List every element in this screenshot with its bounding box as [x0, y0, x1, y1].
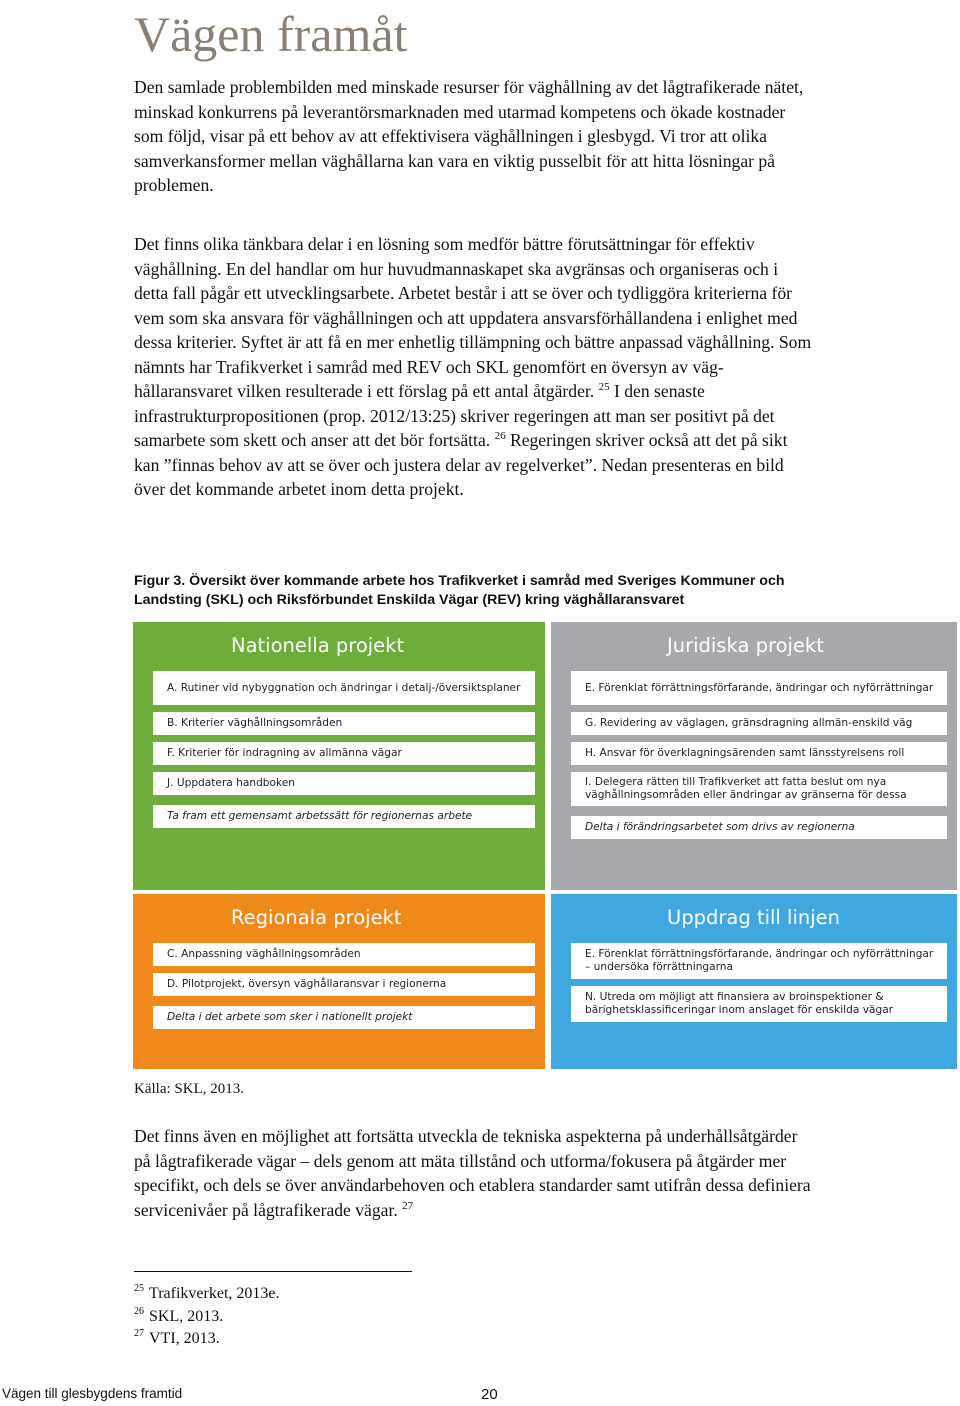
figure-caption: Figur 3. Översikt över kommande arbete hos Trafikverket i samråd med Sveriges Kommuner och Landsting (SKL) och Riksförbundet Enskilda Vägar (REV) kring väghållaransvaret [134, 573, 785, 608]
footnote-number: 27 [134, 1328, 144, 1339]
footnote-ref[interactable]: 26 [494, 430, 506, 442]
paragraph-text: Regeringen skriver också att det på sikt kan ”finnas behov av att se över och justera delar av regelverket”. Nedan presenteras en bild över det kommande arbetet inom detta projekt. [134, 430, 788, 499]
body-paragraph [134, 232, 814, 502]
body-paragraph [134, 1124, 814, 1222]
project-item: A. Rutiner vid nybyggnation och ändringar i detalj-/översiktsplaner [153, 671, 535, 705]
panel-title: Juridiska projekt [667, 634, 824, 657]
footnote-number: 26 [134, 1306, 144, 1317]
footnote-text: Trafikverket, 2013e. [149, 1285, 280, 1302]
footnote-text: VTI, 2013. [149, 1330, 220, 1347]
project-item: E. Förenklat förrättningsförfarande, ändringar och nyförrättningar [571, 671, 947, 705]
project-item: G. Revidering av väglagen, gränsdragning allmän-enskild väg [571, 712, 947, 735]
panel-regionala-projekt [133, 894, 545, 1069]
footnote [134, 1307, 223, 1327]
project-overview-figure [133, 622, 957, 1069]
project-item: I. Delegera rätten till Trafikverket att fatta beslut om nya väghållningsområden eller ändringar av gränserna för dessa [571, 772, 947, 806]
panel-title: Regionala projekt [231, 906, 402, 929]
project-item: C. Anpassning väghållningsområden [153, 943, 535, 966]
paragraph-text: I den senaste infrastrukturpropositionen (prop. 2012/13:25) skriver regeringen att man ser positivt på det samarbete som skett och anser att det bör fortsätta. [134, 381, 775, 450]
panel-juridiska-projekt [551, 622, 957, 890]
project-item: J. Uppdatera handboken [153, 772, 535, 795]
running-footer: Vägen till glesbygdens framtid [2, 1386, 183, 1401]
footnote [134, 1329, 220, 1349]
figure-source: Källa: SKL, 2013. [134, 1081, 244, 1097]
footnote-text: SKL, 2013. [149, 1308, 224, 1325]
page-title: Vägen framåt [134, 6, 408, 62]
footnote-ref[interactable]: 25 [598, 381, 610, 393]
panel-footer-item: Ta fram ett gemensamt arbetssätt för regionernas arbete [153, 805, 535, 828]
body-paragraph [134, 75, 814, 198]
footnote-separator [134, 1271, 412, 1272]
footnote-ref[interactable]: 27 [402, 1199, 414, 1212]
panel-nationella-projekt [133, 622, 545, 890]
paragraph-text: Den samlade problembilden med minskade resurser för väghållning av det lågtrafikerade nätet, minskad konkurrens på leverantörsmarknaden med utarmad kompetens och ökade kostnader som följd, visar på ett behov av att effektivisera väghållningen i glesbygd. Vi tror att olika samverkansformer mellan väghållarna kan vara en viktig pusselbit för att hitta lösningar på problemen. [134, 77, 804, 195]
footnote-number: 25 [134, 1283, 144, 1294]
project-item: H. Ansvar för överklagningsärenden samt länsstyrelsens roll [571, 742, 947, 765]
panel-title: Uppdrag till linjen [667, 906, 841, 929]
paragraph-text: Det finns även en möjlighet att fortsätta utveckla de tekniska aspekterna på underhållsåtgärder på lågtrafikerade vägar – dels genom att mäta tillstånd och utforma/fokusera på åtgärder mer specifikt, och dels se över användarbehoven och etablera standarder samt utifrån dessa definiera servicenivåer på lågtrafikerade vägar. [134, 1126, 811, 1220]
panel-footer-item: Delta i det arbete som sker i nationellt projekt [153, 1006, 535, 1029]
footnote [134, 1284, 280, 1304]
project-item: N. Utreda om möjligt att finansiera av broinspektioner & bärighetsklassificeringar inom anslaget för enskilda vägar [571, 986, 947, 1022]
project-item: E. Förenklat förrättningsförfarande, ändringar och nyförrättningar – undersöka förrättningarna [571, 943, 947, 979]
panel-footer-item: Delta i förändringsarbetet som drivs av regionerna [571, 816, 947, 839]
project-item: F. Kriterier för indragning av allmänna vägar [153, 742, 535, 765]
paragraph-text: Det finns olika tänkbara delar i en lösning som medför bättre förutsättningar för effektiv väghållning. En del handlar om hur huvudmannaskapet ska avgränsas och organiseras och i detta fall pågår ett utvecklingsarbete. Arbetet består i att se över och tydliggöra kriterierna för vem som ska ansvara för väghållningen och att uppdatera ansvarsförhållandena i enlighet med dessa kriterier. Syftet är att få en mer enhetlig tillämpning och bättre anpassad väghållning. Som nämnts har Trafikverket i samråd med REV och SKL genomfört en översyn av väg-hållaransvaret vilken resulterade i ett förslag på ett antal åtgärder. [134, 234, 812, 401]
panel-uppdrag-till-linjen [551, 894, 957, 1069]
panel-title: Nationella projekt [231, 634, 405, 657]
page-number: 20 [481, 1386, 498, 1403]
project-item: D. Pilotprojekt, översyn väghållaransvar i regionerna [153, 973, 535, 996]
project-item: B. Kriterier väghållningsområden [153, 712, 535, 735]
